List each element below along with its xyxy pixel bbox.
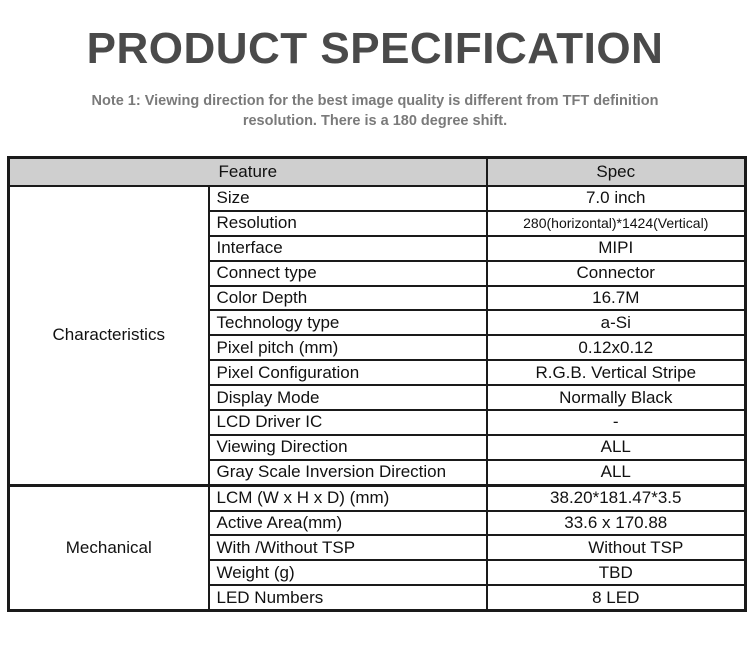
feature-cell: Pixel Configuration [209,360,487,385]
group-characteristics: Characteristics [9,186,209,485]
spec-cell: 16.7M [487,286,746,311]
feature-cell: With /Without TSP [209,535,487,560]
spec-cell: MIPI [487,236,746,261]
group-mechanical: Mechanical [9,485,209,610]
header-spec: Spec [487,158,746,187]
feature-cell: Gray Scale Inversion Direction [209,460,487,485]
spec-cell: 0.12x0.12 [487,335,746,360]
feature-cell: Interface [209,236,487,261]
feature-cell: Size [209,186,487,211]
table-row [9,485,746,510]
feature-cell: Display Mode [209,385,487,410]
spec-cell: 8 LED [487,585,746,610]
table-header-row [9,158,746,187]
spec-cell: Without TSP [487,535,746,560]
spec-cell: 280(horizontal)*1424(Vertical) [487,211,746,236]
feature-cell: LCM (W x H x D) (mm) [209,485,487,510]
feature-cell: Resolution [209,211,487,236]
page-title: PRODUCT SPECIFICATION [86,24,664,73]
spec-cell: a-Si [487,310,746,335]
feature-cell: Connect type [209,261,487,286]
table-row [9,186,746,211]
spec-cell: 7.0 inch [487,186,746,211]
header-feature: Feature [9,158,487,187]
feature-cell: Viewing Direction [209,435,487,460]
spec-cell: ALL [487,460,746,485]
spec-cell: 38.20*181.47*3.5 [487,485,746,510]
spec-cell: Normally Black [487,385,746,410]
spec-cell: R.G.B. Vertical Stripe [487,360,746,385]
feature-cell: LCD Driver IC [209,410,487,435]
spec-cell: ALL [487,435,746,460]
feature-cell: Active Area(mm) [209,511,487,536]
feature-cell: Weight (g) [209,560,487,585]
spec-cell: 33.6 x 170.88 [487,511,746,536]
feature-cell: Technology type [209,310,487,335]
feature-cell: Pixel pitch (mm) [209,335,487,360]
spec-cell: - [487,410,746,435]
feature-cell: Color Depth [209,286,487,311]
spec-cell: Connector [487,261,746,286]
spec-table [7,156,747,612]
spec-cell: TBD [487,560,746,585]
feature-cell: LED Numbers [209,585,487,610]
note-text: Note 1: Viewing direction for the best image quality is different from TFT definition resolution. There is a 180 degree shift. [91,93,659,129]
